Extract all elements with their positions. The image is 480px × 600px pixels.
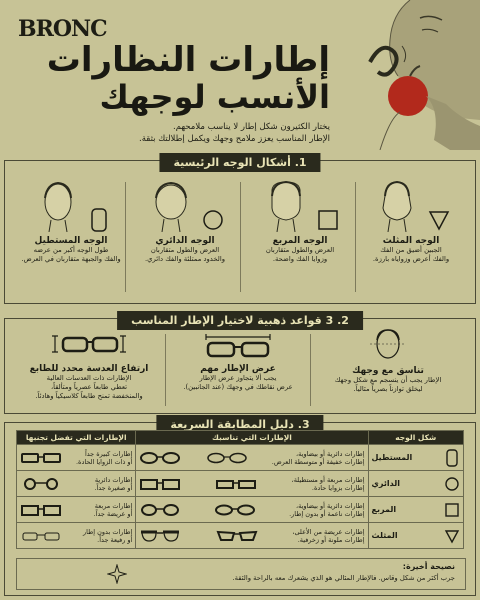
rule-title: عرض الإطار مهم: [200, 364, 276, 374]
avoid-text: إطارات بدون إطار: [82, 527, 133, 536]
shape-desc: الجبين أضيق من الفك: [380, 246, 442, 254]
face-col-circle: [130, 178, 240, 264]
final-tip: [16, 558, 466, 590]
shape-desc: طول الوجه أكبر من عرضه: [33, 246, 109, 254]
suit-text: إطارات مربعة أو مستطيلة،: [291, 475, 365, 484]
shape-desc: وزوايا الفك واضحة.: [272, 255, 328, 263]
face-name: المثلث: [371, 531, 398, 540]
subtitle: [70, 121, 330, 145]
glasses-square-icon: [139, 477, 181, 491]
rule-desc: ليخلق توازناً بصرياً مثالياً.: [353, 385, 423, 393]
avoid-text: إطارات دائرية: [94, 475, 133, 484]
subtitle-line1: يختار الكثيرون شكل إطار لا يناسب ملامحهم.: [173, 122, 330, 132]
tip-text: جرب أكثر من شكل وقاس. فالإطار المثالي هو الذي يشعرك معه بالراحة والثقة.: [232, 574, 455, 582]
col-header-suits: الإطارات التي تناسبك: [136, 431, 368, 445]
table-row: [17, 497, 464, 523]
shape-desc: والخدود ممتلئة والفك دائري.: [145, 255, 225, 263]
avoid-text: أو صغيرة جداً.: [94, 483, 133, 492]
brand-logo: BRONC: [18, 16, 107, 42]
shape-desc: العرض والطول متقاربان: [150, 246, 220, 254]
rule-desc: والمنخفضة تمنح طابعاً كلاسيكياً وهادئاً.: [35, 392, 143, 400]
square-icon: [317, 208, 339, 232]
subtitle-line2: الإطار المناسب يعزز ملامح وجهك ويكمل إطلالتك بثقة.: [139, 134, 330, 144]
rule-frame-width: [166, 332, 310, 392]
table-row: [17, 523, 464, 549]
tip-title: نصيحة أخيرة:: [402, 562, 455, 571]
rule-face-harmony: [312, 328, 464, 394]
face-head-icon: [261, 178, 311, 232]
shape-title: الوجه الدائري: [155, 236, 215, 246]
glasses-thin-icon: [20, 529, 62, 543]
face-head-icon: [372, 178, 422, 232]
apple-icon: [388, 76, 428, 116]
suit-text: إطارات عريضة من الأعلى،: [292, 527, 365, 536]
glasses-oval-icon: [206, 451, 248, 465]
matching-table: [16, 430, 464, 549]
face-col-square: [245, 178, 355, 264]
table-row: [17, 471, 464, 497]
suit-text: إطارات ناعمة أو بدون إطار.: [289, 509, 365, 518]
glasses-round-icon: [139, 503, 181, 517]
rule-desc: عرض نقاطك في وجهك (عند الجانبين).: [183, 383, 293, 391]
suit-text: إطارات دائرية أو بيضاوية،: [296, 449, 365, 458]
triangle-icon: [444, 526, 460, 546]
rule-desc: يجب ألا يتجاوز عرض الإطار: [199, 374, 277, 382]
shape-title: الوجه المستطيل: [34, 236, 108, 246]
circle-icon: [202, 208, 224, 232]
shape-desc: العرض والطول متقاربان: [265, 246, 335, 254]
section1-title: 1. أشكال الوجه الرئيسية: [159, 153, 320, 172]
face-name: المربع: [371, 505, 397, 514]
shape-title: الوجه المربع: [272, 236, 328, 246]
section3-title: 3. دليل المطابقة السريعة: [156, 415, 323, 434]
face-col-triangle: [358, 178, 464, 264]
rectangle-icon: [89, 208, 109, 232]
glasses-oval-icon: [214, 503, 256, 517]
col-header-face: شكل الوجه: [368, 431, 463, 445]
glasses-height-icon: [49, 332, 129, 360]
rule-lens-height: [14, 332, 164, 401]
rule-desc: الإطار يجب أن ينسجم مع شكل وجهك: [334, 376, 442, 384]
face-name: الدائري: [371, 479, 400, 488]
rule-title: ارتفاع العدسة محدد للطابع: [29, 364, 149, 374]
rule-title: تناسق مع وجهك: [352, 366, 424, 376]
avoid-text: إطارات كبيرة جداً: [84, 449, 133, 458]
section2-title: 2. 3 قواعد ذهبية لاختيار الإطار المناسب: [117, 311, 363, 330]
glasses-width-icon: [198, 332, 278, 360]
triangle-icon: [428, 208, 450, 232]
circle-icon: [444, 474, 460, 494]
shape-desc: والفك أعرض وزواياه بارزة.: [372, 255, 450, 263]
glasses-round-icon: [20, 477, 62, 491]
page-title-line1: إطارات النظارات: [46, 40, 330, 80]
glasses-browline-icon: [139, 529, 181, 543]
suit-text: إطارات بزوايا حادة.: [311, 483, 365, 492]
face-name: المستطيل: [371, 453, 413, 462]
rectangle-icon: [444, 448, 460, 468]
rule-desc: تعطي طابعاً عصرياً ومتألقاً،: [50, 383, 128, 391]
face-outline-icon: [368, 328, 408, 362]
table-row: [17, 445, 464, 471]
suit-text: إطارات خفيفة أو متوسطة العرض.: [271, 457, 365, 466]
glasses-cateye-icon: [216, 529, 258, 543]
glasses-rect-icon: [215, 477, 257, 491]
glasses-wide-icon: [20, 451, 62, 465]
sparkle-icon: [107, 564, 127, 584]
header: [0, 0, 480, 150]
page-title-line2: الأنسب لوجهك: [99, 78, 330, 116]
suit-text: إطارات ملونة أو زخرفية.: [297, 535, 365, 544]
square-icon: [444, 500, 460, 520]
statue-illustration: [330, 0, 480, 150]
face-head-icon: [33, 178, 83, 232]
glasses-round-icon: [139, 451, 181, 465]
rule-desc: الإطارات ذات العدسات العالية: [46, 374, 132, 382]
face-head-icon: [146, 178, 196, 232]
avoid-text: أو رفيعة جداً.: [97, 535, 133, 544]
shape-title: الوجه المثلث: [382, 236, 440, 246]
avoid-text: أو عريضة جداً.: [93, 509, 133, 518]
suit-text: إطارات دائرية أو بيضاوية،: [296, 501, 365, 510]
glasses-square-icon: [20, 503, 62, 517]
face-col-rectangle: [16, 178, 126, 264]
avoid-text: أو ذات الزوايا الحادة.: [75, 457, 133, 466]
avoid-text: إطارات مربعة: [94, 501, 133, 510]
shape-desc: والفك والجبهة متقاربان في العرض.: [21, 255, 121, 263]
col-header-avoid: الإطارات التي تفضل تجنبها: [17, 431, 136, 445]
